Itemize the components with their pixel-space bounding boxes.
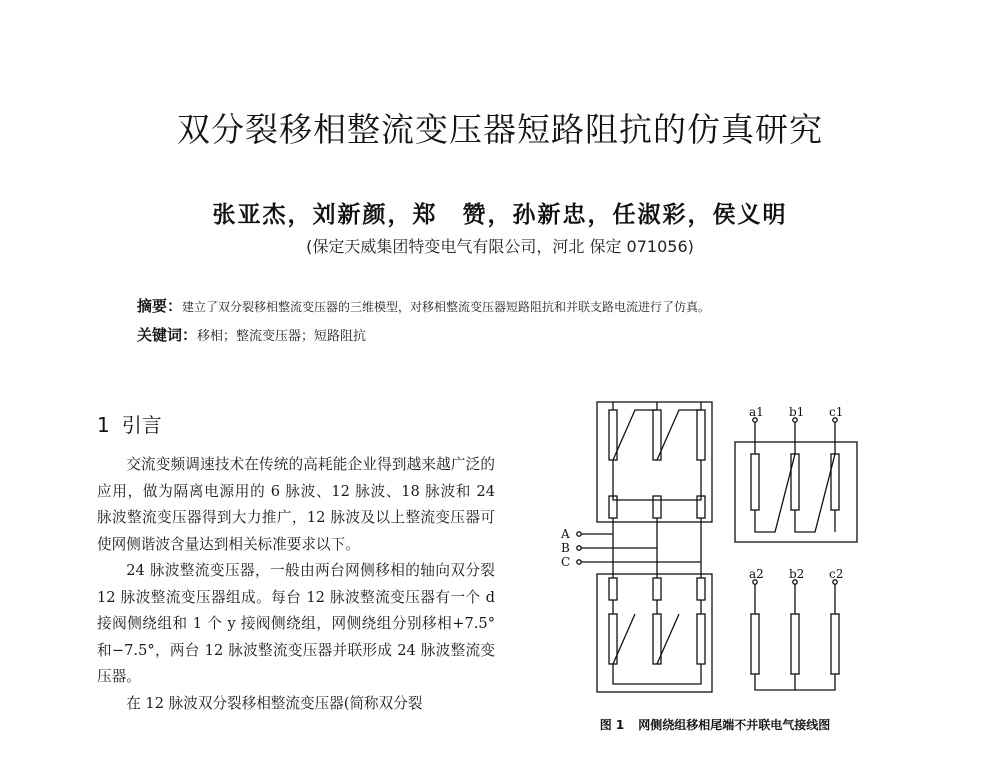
wiring-diagram <box>555 392 875 702</box>
abstract <box>137 295 710 316</box>
affiliation: (保定天威集团特变电气有限公司，河北 保定 071056) <box>306 237 694 256</box>
upper-coil-b <box>653 496 661 518</box>
terminal-label-c1: c1 <box>829 405 844 419</box>
section-heading <box>97 409 162 438</box>
terminal-label-B: B <box>561 541 570 555</box>
lower-primary-frame <box>597 574 712 692</box>
secondary-1-links <box>755 454 835 532</box>
paragraph: 交流变频调速技术在传统的高耗能企业得到越来越广泛的应用，做为隔离电源用的 6 脉波、12 脉波、18 脉波和 24 脉波整流变压器得到大力推广，12 脉波及以上整流变压器可使网侧谐波含量达到相关标准要求以下。 <box>97 456 495 553</box>
terminal-label-a1: a1 <box>749 405 764 419</box>
upper-phase-shift-link <box>613 410 701 500</box>
figure-caption <box>555 716 875 733</box>
terminal-label-c2: c2 <box>829 567 844 581</box>
keywords-label: 关键词： <box>137 326 198 344</box>
secondary-2-neutral <box>755 674 835 690</box>
keywords-text: 移相；整流变压器；短路阻抗 <box>197 329 367 344</box>
terminal-label-a2: a2 <box>749 567 764 581</box>
section-title: 引言 <box>121 413 162 437</box>
section-number: 1 <box>97 413 110 437</box>
terminal-label-A: A <box>561 527 570 541</box>
secondary-2-winding-a <box>751 614 759 674</box>
lower-coil-a <box>609 578 617 600</box>
figure-caption-text: 网侧绕组移相尾端不并联电气接线图 <box>638 718 831 732</box>
abstract-label: 摘要： <box>137 297 183 315</box>
terminal-label-b1: b1 <box>789 405 805 419</box>
keywords <box>137 324 366 345</box>
upper-winding-c <box>697 410 705 460</box>
secondary-2-winding-c <box>831 614 839 674</box>
abstract-text: 建立了双分裂移相整流变压器的三维模型，对移相整流变压器短路阻抗和并联支路电流进行了仿真。 <box>182 300 711 314</box>
lower-winding-c <box>697 614 705 664</box>
paper-title: 双分裂移相整流变压器短路阻抗的仿真研究 <box>177 110 823 149</box>
figure-number: 图 1 <box>599 718 625 732</box>
lower-phase-shift-link <box>613 600 701 684</box>
paragraph: 在 12 脉波双分裂移相整流变压器(简称双分裂 <box>126 694 423 712</box>
author-list: 张亚杰，刘新颜，郑 赞，孙新忠，任淑彩，侯义明 <box>212 201 788 228</box>
lower-coil-c <box>697 578 705 600</box>
terminal-label-C: C <box>561 555 571 569</box>
upper-primary-frame <box>597 402 712 522</box>
paragraph: 24 脉波整流变压器，一般由两台网侧移相的轴向双分裂 12 脉波整流变压器组成。每台 12 脉波整流变压器有一个 d 接阀侧绕组和 1 个 y 接阀侧绕组，网侧绕组分别移相+7.5°和−7.5°，两台 12 脉波整流变压器并联形成 24 脉波整流变压器。 <box>97 562 495 685</box>
secondary-1-winding-a <box>751 454 759 510</box>
secondary-2-winding-b <box>791 614 799 674</box>
body-text <box>97 452 495 717</box>
lower-coil-b <box>653 578 661 600</box>
terminal-label-b2: b2 <box>789 567 805 581</box>
